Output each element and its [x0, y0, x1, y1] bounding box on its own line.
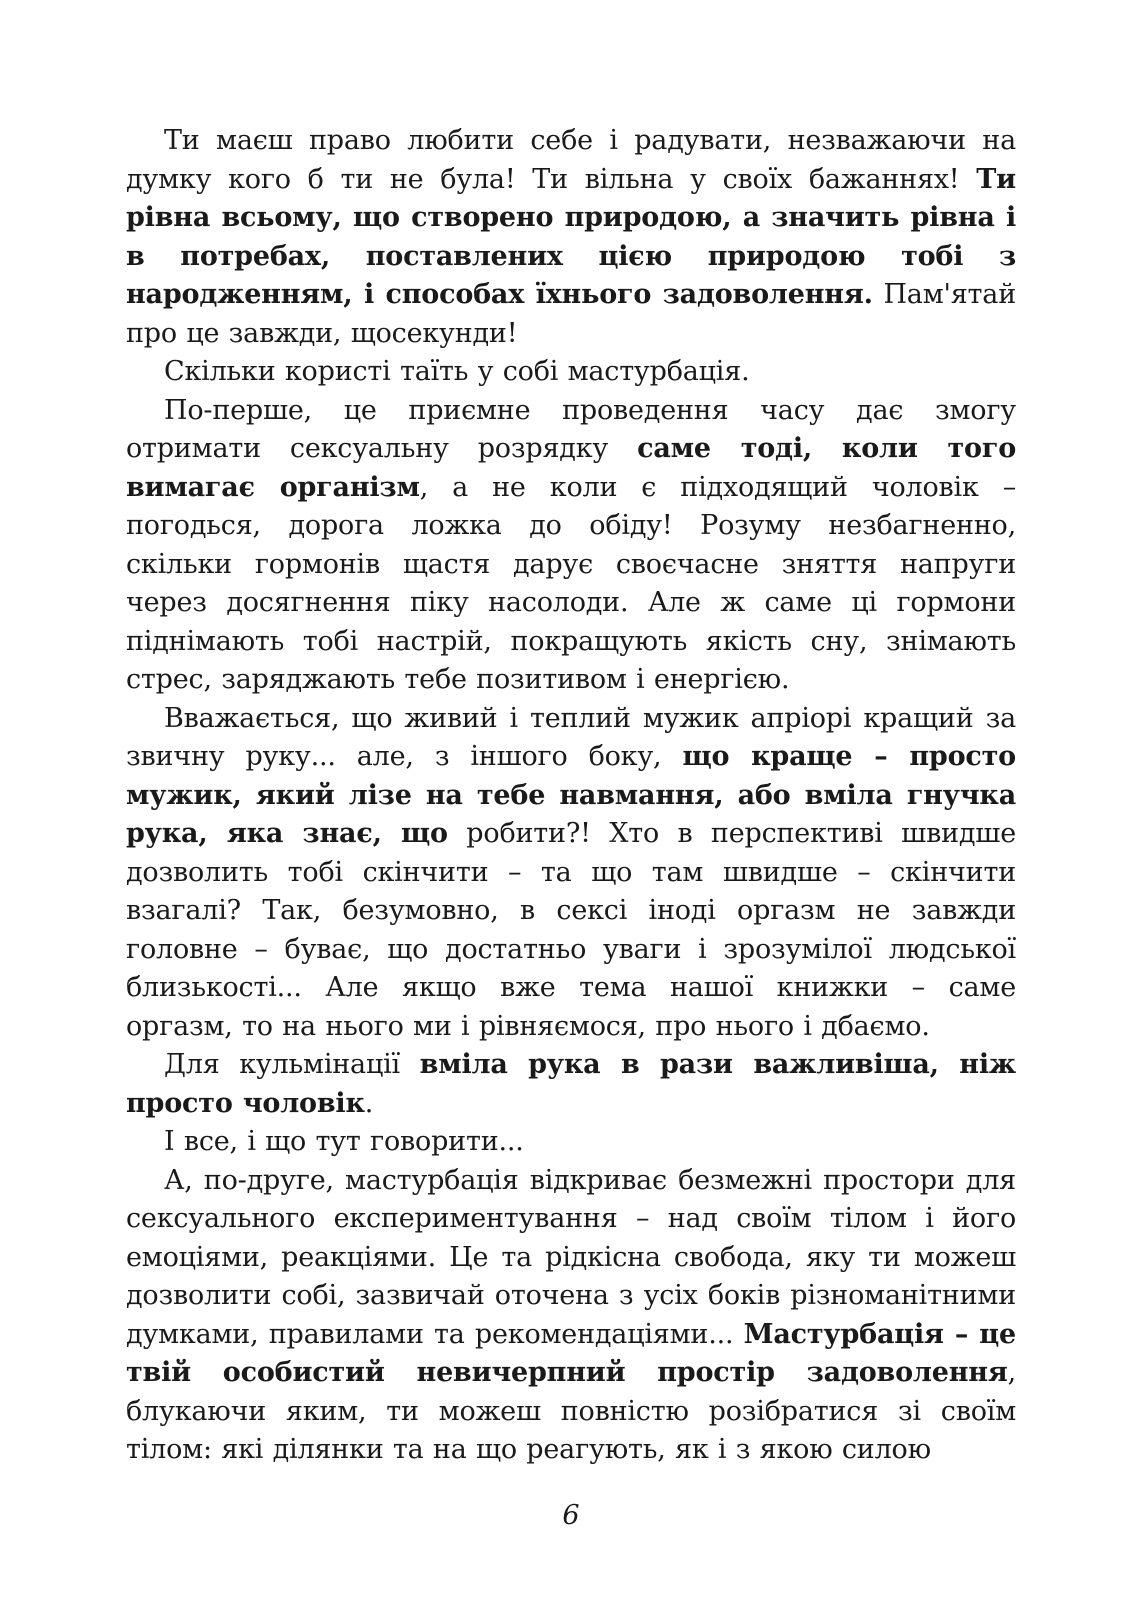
page-number: 6 — [562, 1500, 580, 1531]
text-segment: Ти маєш право любити себе і радувати, незважаючи на думку кого б ти не була! Ти вільна у своїх бажаннях! — [126, 125, 1016, 195]
bold-text-segment: Ти рівна всьому, що створено природою, а значить рівна і в потребах, поставлених цією природою тобі з народженням, і способах їхнього задоволення. — [126, 163, 1016, 310]
text-segment: робити?! Хто в перспективі швидше дозволить тобі скінчити – та що там швидше – скінчити взагалі? Так, безумовно, в сексі іноді оргазм не завжди головне – буває, що достатньо уваги і зрозумілої людської близькості... Але якщо вже тема нашої книжки – саме оргазм, то на нього ми і рівняємося, про нього і дбаємо. — [126, 818, 1016, 1042]
paragraph-2 — [126, 353, 1016, 392]
text-segment: Вважається, що живий і теплий мужик апріорі кращий за звичну руку... але, з іншого боку, — [126, 702, 1016, 772]
text-segment: Для кульмінації — [164, 1049, 420, 1080]
paragraph-3 — [126, 392, 1016, 700]
text-segment: , блукаючи яким, ти можеш повністю розібратися зі своїм тілом: які ділянки та на що реагують, як і з якою силою — [126, 1357, 1016, 1465]
text-segment: , а не коли є підходящий чоловік – погодься, дорога ложка до обіду! Розуму незбагненно, скільки гормонів щастя дарує своєчасне зняття напруги через досягнення піку насолоди. Але ж саме ці гормони піднімають тобі настрій, покращують якість сну, знімають стрес, заряджають тебе позитивом і енергією. — [126, 471, 1017, 695]
bold-text-segment: саме тоді, коли того вимагає організм — [126, 433, 1016, 503]
text-segment: І все, і що тут говорити... — [164, 1126, 524, 1157]
paragraph-4 — [126, 700, 1016, 1047]
page-body — [126, 122, 1016, 1470]
bold-text-segment: вміла рука в рази важливіша, ніж просто чоловік — [126, 1049, 1016, 1119]
paragraph-5 — [126, 1046, 1016, 1123]
text-segment: По-перше, це приємне проведення часу дає змогу отримати сексуальну розрядку — [126, 394, 1016, 464]
text-segment: Пам'ятай про це завжди, щосекунди! — [126, 279, 1016, 349]
paragraph-7 — [126, 1162, 1016, 1470]
bold-text-segment: Мастурбація – це твій особистий невичерпний простір задоволення — [126, 1318, 1016, 1388]
text-segment: Скільки користі таїть у собі мастурбація. — [164, 356, 750, 387]
bold-text-segment: що краще – просто мужик, який лізе на тебе навмання, або вміла гнучка рука, яка знає, що — [126, 741, 1016, 849]
text-segment: . — [364, 1087, 374, 1119]
paragraph-6 — [126, 1123, 1016, 1162]
paragraph-1 — [126, 122, 1016, 353]
text-segment: А, по-друге, мастурбація відкриває безмежні простори для сексуального експериментування – над своїм тілом і його емоціями, реакціями. Це та рідкісна свобода, яку ти можеш дозволити собі, зазвичай оточена з усіх боків різноманітними думками, правилами та рекомендаціями... — [126, 1164, 1016, 1350]
